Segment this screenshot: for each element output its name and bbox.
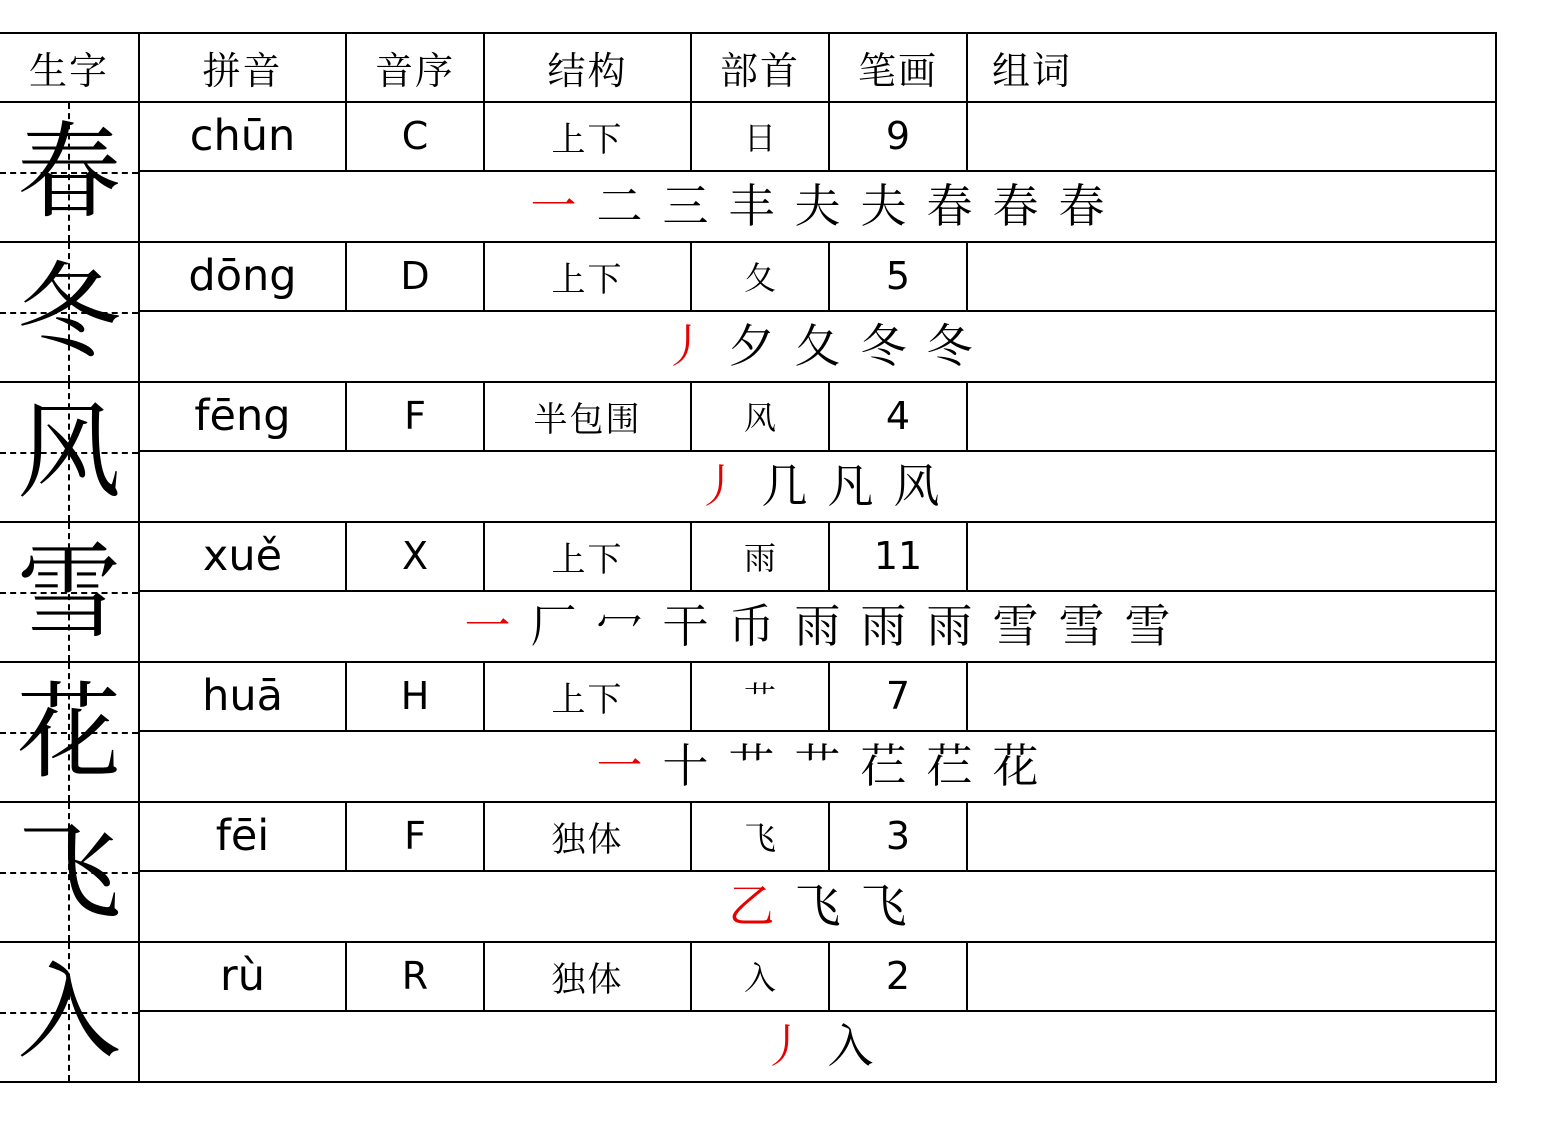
stroke-step: 春 <box>1058 179 1105 234</box>
character-cell <box>0 102 139 242</box>
stroke-step: 雨 <box>794 599 841 654</box>
stroke-order-row <box>0 171 1496 242</box>
stroke-order-row <box>0 1011 1496 1082</box>
character-study-table <box>0 32 1497 1083</box>
words-cell[interactable] <box>967 662 1496 731</box>
stroke-count: 11 <box>829 522 967 591</box>
stroke-count: 5 <box>829 242 967 311</box>
character-cell <box>0 242 139 382</box>
structure: 上下 <box>484 242 691 311</box>
character-info-row <box>0 802 1496 871</box>
stroke-step: 乙 <box>728 879 775 934</box>
stroke-order-cell <box>139 171 1496 242</box>
stroke-step: 冬 <box>926 319 973 374</box>
radical: 入 <box>691 942 829 1011</box>
structure: 上下 <box>484 102 691 171</box>
sound-order: C <box>346 102 484 171</box>
structure: 上下 <box>484 662 691 731</box>
stroke-step: 夕 <box>728 319 775 374</box>
character-info-row <box>0 382 1496 451</box>
stroke-order-row <box>0 591 1496 662</box>
header-row <box>0 33 1496 102</box>
stroke-step: 三 <box>662 179 709 234</box>
header-pinyin: 拼音 <box>139 33 346 102</box>
stroke-order-cell <box>139 1011 1496 1082</box>
structure: 独体 <box>484 942 691 1011</box>
stroke-step: 丿 <box>761 1019 808 1074</box>
stroke-step: 花 <box>992 739 1039 794</box>
pinyin: chūn <box>139 102 346 171</box>
radical: 夂 <box>691 242 829 311</box>
character: 入 <box>16 951 121 1073</box>
stroke-step: 冖 <box>596 599 643 654</box>
character-info-row <box>0 522 1496 591</box>
stroke-step: 厂 <box>530 599 577 654</box>
character: 花 <box>16 671 121 793</box>
character: 雪 <box>16 531 121 653</box>
stroke-step: 几 <box>761 459 808 514</box>
stroke-count: 2 <box>829 942 967 1011</box>
character-cell <box>0 802 139 942</box>
sound-order: D <box>346 242 484 311</box>
stroke-step: 干 <box>662 599 709 654</box>
pinyin: huā <box>139 662 346 731</box>
stroke-step: 雨 <box>860 599 907 654</box>
stroke-step: 风 <box>893 459 940 514</box>
pinyin: rù <box>139 942 346 1011</box>
header-structure: 结构 <box>484 33 691 102</box>
stroke-step: 丰 <box>728 179 775 234</box>
stroke-count: 3 <box>829 802 967 871</box>
character-cell <box>0 382 139 522</box>
stroke-step: 冬 <box>860 319 907 374</box>
stroke-order-cell <box>139 451 1496 522</box>
words-cell[interactable] <box>967 522 1496 591</box>
sound-order: R <box>346 942 484 1011</box>
stroke-step: 艹 <box>794 739 841 794</box>
stroke-count: 7 <box>829 662 967 731</box>
stroke-step: 丿 <box>662 319 709 374</box>
stroke-order-cell <box>139 731 1496 802</box>
header-words: 组词 <box>967 33 1496 102</box>
radical: 雨 <box>691 522 829 591</box>
stroke-step: 丿 <box>695 459 742 514</box>
stroke-order-cell <box>139 591 1496 662</box>
stroke-step: 芢 <box>860 739 907 794</box>
stroke-step: 飞 <box>860 879 907 934</box>
stroke-count: 4 <box>829 382 967 451</box>
stroke-step: 入 <box>827 1019 874 1074</box>
stroke-step: 凡 <box>827 459 874 514</box>
stroke-step: 夂 <box>794 319 841 374</box>
stroke-step: 十 <box>662 739 709 794</box>
radical: 飞 <box>691 802 829 871</box>
character-cell <box>0 662 139 802</box>
stroke-step: 一 <box>464 599 511 654</box>
stroke-order-row <box>0 311 1496 382</box>
sound-order: X <box>346 522 484 591</box>
stroke-step: 飞 <box>794 879 841 934</box>
character-info-row <box>0 662 1496 731</box>
character-info-row <box>0 102 1496 171</box>
stroke-step: 雨 <box>926 599 973 654</box>
pinyin: fēi <box>139 802 346 871</box>
character-info-row <box>0 242 1496 311</box>
words-cell[interactable] <box>967 802 1496 871</box>
radical: 日 <box>691 102 829 171</box>
sound-order: F <box>346 802 484 871</box>
character: 风 <box>16 391 121 513</box>
pinyin: fēng <box>139 382 346 451</box>
words-cell[interactable] <box>967 942 1496 1011</box>
stroke-step: 芢 <box>926 739 973 794</box>
structure: 上下 <box>484 522 691 591</box>
character-info-row <box>0 942 1496 1011</box>
words-cell[interactable] <box>967 242 1496 311</box>
character: 冬 <box>16 251 121 373</box>
structure: 独体 <box>484 802 691 871</box>
character: 飞 <box>16 811 121 933</box>
stroke-step: 艹 <box>728 739 775 794</box>
structure: 半包围 <box>484 382 691 451</box>
stroke-step: 夫 <box>860 179 907 234</box>
pinyin: dōng <box>139 242 346 311</box>
sound-order: F <box>346 382 484 451</box>
stroke-step: 一 <box>530 179 577 234</box>
stroke-order-cell <box>139 311 1496 382</box>
radical: 艹 <box>691 662 829 731</box>
pinyin: xuě <box>139 522 346 591</box>
stroke-order-cell <box>139 871 1496 942</box>
radical: 风 <box>691 382 829 451</box>
stroke-step: 春 <box>992 179 1039 234</box>
stroke-step: 一 <box>596 739 643 794</box>
stroke-step: 雪 <box>1124 599 1171 654</box>
stroke-step: 二 <box>596 179 643 234</box>
stroke-step: 币 <box>728 599 775 654</box>
stroke-order-row <box>0 451 1496 522</box>
words-cell[interactable] <box>967 382 1496 451</box>
sound-order: H <box>346 662 484 731</box>
stroke-step: 雪 <box>1058 599 1105 654</box>
character-cell <box>0 522 139 662</box>
stroke-order-row <box>0 871 1496 942</box>
header-strokes: 笔画 <box>829 33 967 102</box>
character: 春 <box>16 111 121 233</box>
character-cell <box>0 942 139 1082</box>
stroke-step: 雪 <box>992 599 1039 654</box>
stroke-step: 夫 <box>794 179 841 234</box>
header-order: 音序 <box>346 33 484 102</box>
header-radical: 部首 <box>691 33 829 102</box>
stroke-order-row <box>0 731 1496 802</box>
words-cell[interactable] <box>967 102 1496 171</box>
header-char: 生字 <box>0 33 139 102</box>
stroke-count: 9 <box>829 102 967 171</box>
stroke-step: 春 <box>926 179 973 234</box>
